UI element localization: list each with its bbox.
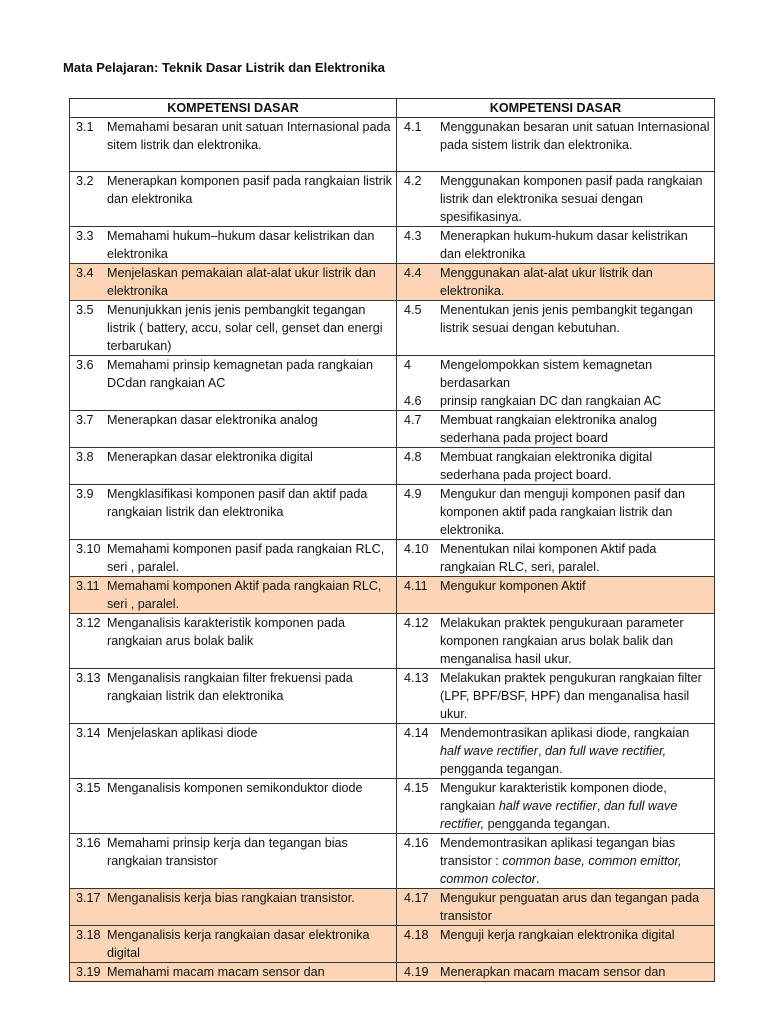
basic-competency-4-cell (397, 834, 715, 889)
text-part: Menggunakan komponen pasif pada rangkaian listrik dan elektronika sesuai dengan spesifikasinya. (440, 174, 703, 224)
competency-text: Memahami hukum–hukum dasar kelistrikan dan elektronika (107, 229, 375, 261)
italic-term: dan full wave rectifier, (545, 744, 667, 758)
basic-competency-4-cell (397, 118, 715, 172)
column-header-right: KOMPETENSI DASAR (397, 99, 715, 118)
text-part: Menggunakan besaran unit satuan Internasional pada sistem listrik dan elektronika. (440, 120, 710, 152)
basic-competency-3-cell (70, 724, 397, 779)
basic-competency-3-cell (70, 264, 397, 301)
competency-text: Menerapkan dasar elektronika analog (107, 413, 318, 427)
table-row (70, 779, 715, 834)
competency-text: Menjelaskan pemakaian alat-alat ukur listrik dan elektronika (107, 266, 376, 298)
text-part: Membuat rangkaian elektronika analog sederhana pada project board (440, 413, 658, 445)
text-part: Mengukur karakteristik komponen diode, rangkaian (440, 781, 667, 813)
basic-competency-4-cell (397, 779, 715, 834)
competency-number: 3.16 (76, 836, 101, 850)
text-part: , (538, 744, 545, 758)
text-part: Menentukan jenis jenis pembangkit tegangan listrik sesuai dengan kebutuhan. (440, 303, 693, 335)
competency-text (440, 540, 714, 576)
basic-competency-3-cell (70, 485, 397, 540)
competency-number: 4.9 (404, 487, 422, 501)
competency-text: Menganalisis rangkaian filter frekuensi pada rangkaian listrik dan elektronika (107, 671, 353, 703)
competency-text: Memahami prinsip kemagnetan pada rangkaian DCdan rangkaian AC (107, 358, 374, 390)
text-part: Mengukur dan menguji komponen pasif dan komponen aktif pada rangkaian listrik dan elektronika. (440, 487, 686, 537)
text-part: Mengukur komponen Aktif (440, 579, 586, 593)
competency-text: Memahami macam macam sensor dan (107, 965, 325, 979)
competency-number: 3.2 (76, 174, 94, 188)
competency-number: 3.6 (76, 358, 94, 372)
basic-competency-4-cell (397, 264, 715, 301)
basic-competency-3-cell (70, 779, 397, 834)
text-part: , (596, 799, 604, 813)
competency-text: Memahami komponen pasif pada rangkaian RLC, seri , paralel. (107, 542, 385, 574)
competency-text (440, 669, 714, 723)
text-part: Mengelompokkan sistem kemagnetan berdasarkan (440, 358, 653, 390)
competency-text (440, 926, 714, 944)
competency-number: 3.17 (76, 891, 101, 905)
text-part: pengganda tegangan. (484, 817, 611, 831)
competency-text: Mengklasifikasi komponen pasif dan aktif pada rangkaian listrik dan elektronika (107, 487, 368, 519)
competency-text: Menjelaskan aplikasi diode (107, 726, 258, 740)
basic-competency-3-cell (70, 614, 397, 669)
competency-number: 3.1 (76, 120, 94, 134)
table-row (70, 540, 715, 577)
table-row (70, 926, 715, 963)
table-row (70, 724, 715, 779)
competency-text: Menganalisis kerja rangkaian dasar elektronika digital (107, 928, 370, 960)
competency-text (440, 356, 714, 392)
basic-competency-4-cell (397, 926, 715, 963)
competency-text: Menganalisis karakteristik komponen pada rangkaian arus bolak balik (107, 616, 346, 648)
competency-number: 4.2 (404, 174, 422, 188)
table-row (70, 356, 715, 411)
competency-number: 3.4 (76, 266, 94, 280)
basic-competency-4-cell (397, 172, 715, 227)
competency-number: 4.4 (404, 266, 422, 280)
text-part: Melakukan praktek pengukuran rangkaian filter (LPF, BPF/BSF, HPF) dan menganalisa hasil ukur. (440, 671, 702, 721)
competency-number: 4.1 (404, 120, 422, 134)
competency-text: Memahami prinsip kerja dan tegangan bias rangkaian transistor (107, 836, 348, 868)
text-part: Menggunakan alat-alat ukur listrik dan elektronika. (440, 266, 653, 298)
competency-text (440, 889, 714, 925)
competency-text (440, 779, 714, 833)
text-part: Mendemontrasikan aplikasi diode, rangkaian (440, 726, 690, 740)
table-row (70, 448, 715, 485)
competency-number: 4.16 (404, 836, 429, 850)
competency-number: 3.8 (76, 450, 94, 464)
competency-number: 3.13 (76, 671, 101, 685)
basic-competency-4-cell (397, 356, 715, 411)
basic-competency-4-cell (397, 669, 715, 724)
competency-text: Menganalisis kerja bias rangkaian transistor. (107, 891, 355, 905)
basic-competency-3-cell (70, 540, 397, 577)
competency-number: 3.15 (76, 781, 101, 795)
competency-number: 4.10 (404, 542, 429, 556)
table-row (70, 614, 715, 669)
italic-term: half wave rectifier (498, 799, 597, 813)
text-part: Melakukan praktek pengukuraan parameter komponen rangkaian arus bolak balik dan menganalisa hasil ukur. (440, 616, 684, 666)
competency-text (440, 614, 714, 668)
competency-text (440, 485, 714, 539)
basic-competency-4-cell (397, 448, 715, 485)
basic-competency-3-cell (70, 356, 397, 411)
table-row (70, 264, 715, 301)
competency-text (440, 301, 714, 337)
competency-number: 3.18 (76, 928, 101, 942)
table-row (70, 669, 715, 724)
competency-number: 4.7 (404, 413, 422, 427)
table-row (70, 227, 715, 264)
text-part: Menguji kerja rangkaian elektronika digital (440, 928, 675, 942)
competency-number: 3.5 (76, 303, 94, 317)
competency-text: Memahami besaran unit satuan Internasional pada sitem listrik dan elektronika. (107, 120, 391, 152)
competency-number: 3.11 (76, 579, 100, 593)
text-part: Mendemontrasikan aplikasi tegangan bias transistor : (440, 836, 676, 868)
text-part: Menerapkan hukum-hukum dasar kelistrikan dan elektronika (440, 229, 688, 261)
competency-number: 3.12 (76, 616, 101, 630)
italic-term: half wave rectifier (440, 744, 538, 758)
competency-number: 4.6 (404, 394, 422, 408)
table-header-row (70, 99, 715, 118)
basic-competency-4-cell (397, 227, 715, 264)
basic-competency-4-cell (397, 889, 715, 926)
basic-competency-4-cell (397, 485, 715, 540)
competency-number: 3.14 (76, 726, 101, 740)
competency-text (440, 411, 714, 447)
competency-number: 4.12 (404, 616, 429, 630)
competency-number: 4.3 (404, 229, 422, 243)
competency-text: Menerapkan komponen pasif pada rangkaian listrik dan elektronika (107, 174, 392, 206)
competency-number: 3.19 (76, 965, 101, 979)
competency-text: Menunjukkan jenis jenis pembangkit tegangan listrik ( battery, accu, solar cell, genset dan energi terbarukan) (107, 303, 383, 353)
text-part: Menerapkan macam macam sensor dan (440, 965, 666, 979)
basic-competency-4-cell (397, 963, 715, 982)
basic-competency-4-cell (397, 614, 715, 669)
competency-number: 4.5 (404, 303, 422, 317)
page-title: Mata Pelajaran: Teknik Dasar Listrik dan Elektronika (63, 60, 385, 75)
table-row (70, 118, 715, 172)
table-row (70, 172, 715, 227)
competency-number: 3.7 (76, 413, 94, 427)
competency-number: 4.18 (404, 928, 429, 942)
basic-competency-4-cell (397, 577, 715, 614)
competency-table (69, 98, 715, 982)
competency-number: 4.11 (404, 579, 428, 593)
competency-number: 3.3 (76, 229, 94, 243)
competency-number: 4 (404, 358, 412, 372)
basic-competency-3-cell (70, 834, 397, 889)
text-part: pengganda tegangan. (440, 762, 563, 776)
competency-text (440, 172, 714, 226)
basic-competency-4-cell (397, 411, 715, 448)
table-row (70, 889, 715, 926)
competency-number: 4.15 (404, 781, 429, 795)
competency-text (440, 227, 714, 263)
basic-competency-4-cell (397, 301, 715, 356)
table-row (70, 411, 715, 448)
competency-text (440, 724, 714, 778)
basic-competency-3-cell (70, 669, 397, 724)
basic-competency-3-cell (70, 577, 397, 614)
basic-competency-3-cell (70, 963, 397, 982)
competency-number: 4.8 (404, 450, 422, 464)
competency-text (440, 834, 714, 888)
basic-competency-3-cell (70, 448, 397, 485)
competency-number: 3.10 (76, 542, 101, 556)
basic-competency-4-cell (397, 724, 715, 779)
competency-number: 4.13 (404, 671, 429, 685)
competency-text (440, 448, 714, 484)
competency-text (440, 963, 714, 981)
text-part: Mengukur penguatan arus dan tegangan pada transistor (440, 891, 700, 923)
table-row (70, 577, 715, 614)
competency-number: 4.19 (404, 965, 429, 979)
basic-competency-3-cell (70, 926, 397, 963)
competency-text (440, 118, 714, 154)
competency-number: 3.9 (76, 487, 94, 501)
competency-text (440, 264, 714, 300)
table-row (70, 834, 715, 889)
competency-text: prinsip rangkaian DC dan rangkaian AC (440, 394, 662, 408)
competency-text (440, 577, 714, 595)
column-header-left: KOMPETENSI DASAR (70, 99, 397, 118)
competency-text: Menganalisis komponen semikonduktor diode (107, 781, 363, 795)
table-body (70, 118, 715, 982)
basic-competency-4-cell (397, 540, 715, 577)
basic-competency-3-cell (70, 411, 397, 448)
italic-term: common base, common emittor, common colector (440, 854, 682, 886)
competency-text: Memahami komponen Aktif pada rangkaian RLC, seri , paralel. (107, 579, 382, 611)
basic-competency-3-cell (70, 301, 397, 356)
competency-number: 4.17 (404, 891, 429, 905)
basic-competency-3-cell (70, 172, 397, 227)
text-part: Menentukan nilai komponen Aktif pada rangkaian RLC, seri, paralel. (440, 542, 657, 574)
basic-competency-3-cell (70, 118, 397, 172)
table-row (70, 485, 715, 540)
table-row (70, 301, 715, 356)
competency-text: Menerapkan dasar elektronika digital (107, 450, 313, 464)
competency-number: 4.14 (404, 726, 429, 740)
basic-competency-3-cell (70, 889, 397, 926)
text-part: . (535, 872, 540, 886)
text-part: Membuat rangkaian elektronika digital sederhana pada project board. (440, 450, 653, 482)
basic-competency-3-cell (70, 227, 397, 264)
table-row (70, 963, 715, 982)
italic-term: dan full wave rectifier, (440, 799, 678, 831)
